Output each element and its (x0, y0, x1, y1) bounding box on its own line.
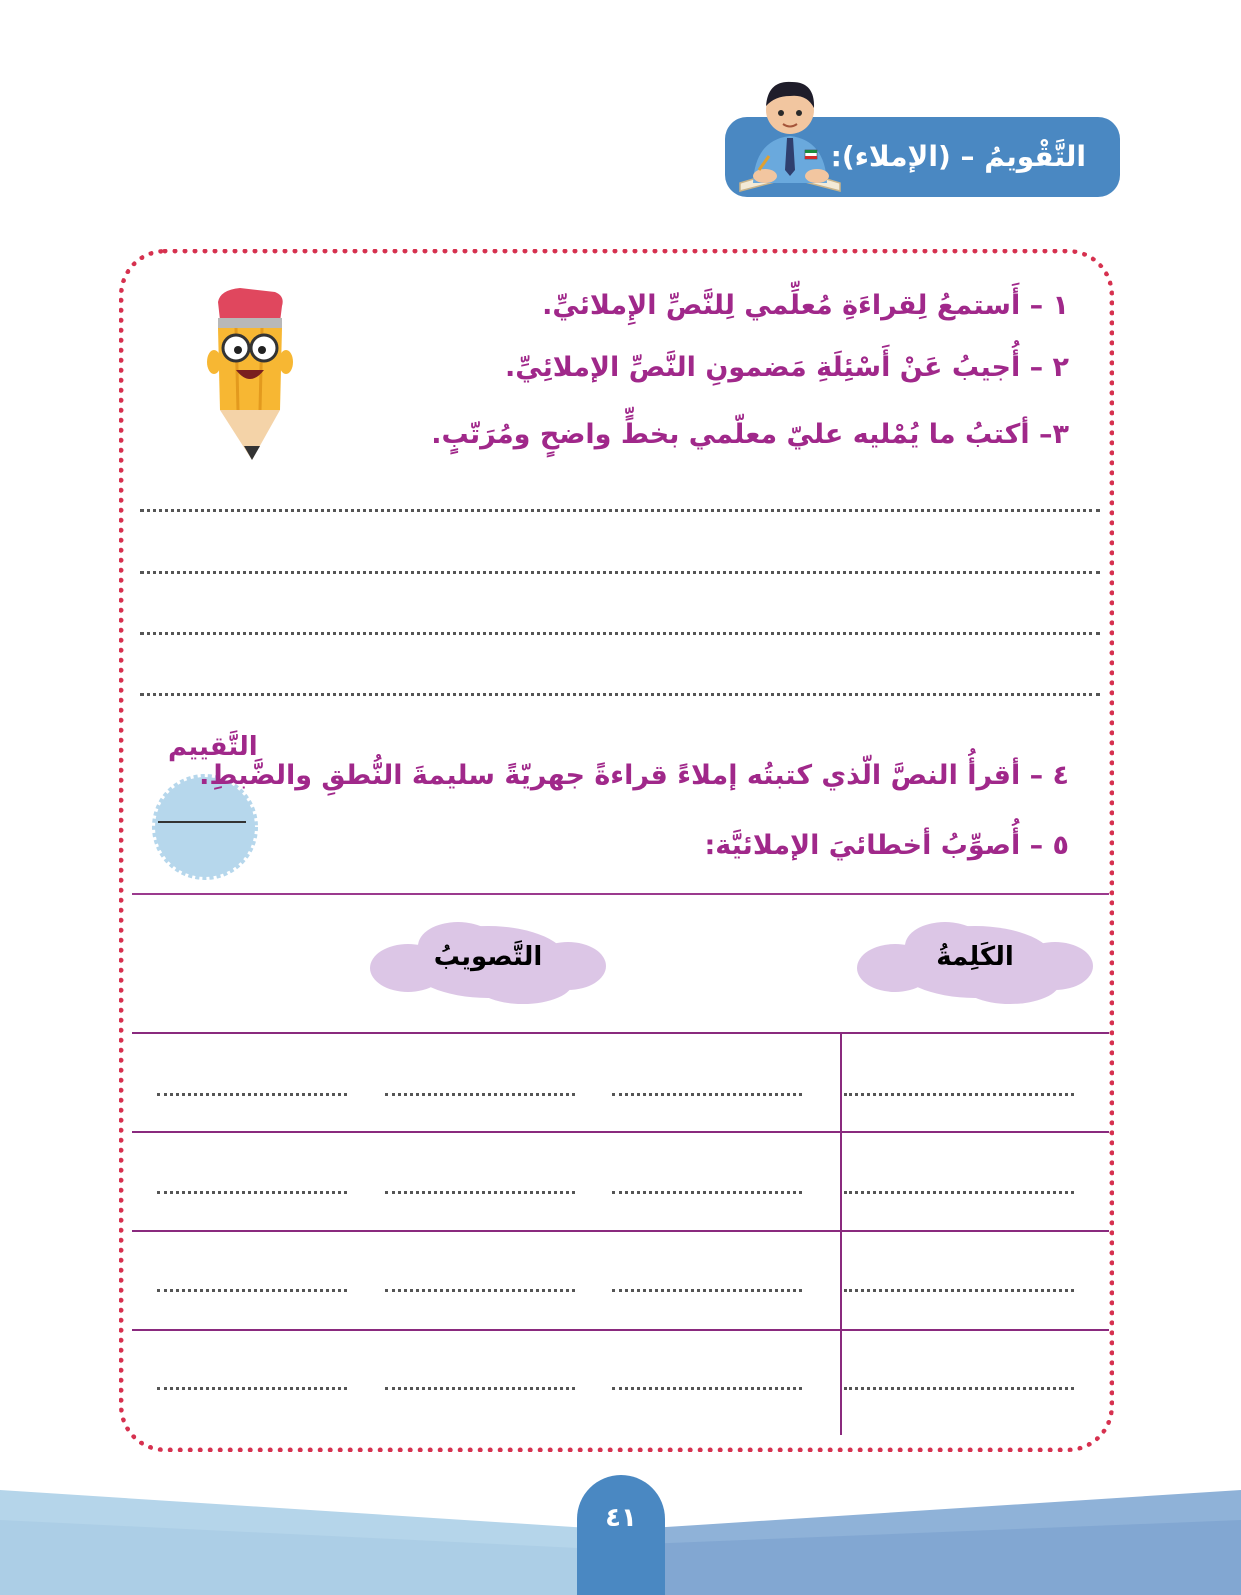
writing-line[interactable] (140, 693, 1100, 696)
correction-blank[interactable] (385, 1093, 575, 1096)
section-divider (132, 893, 1109, 895)
table-rule (132, 1329, 1109, 1331)
instruction-1: ١ – أَستمعُ لِقراءَةِ مُعلِّمي لِلنَّصِّ الإِملائيِّ. (542, 290, 1069, 321)
instruction-5: ٥ – أُصوِّبُ أخطائيَ الإملائيَّة: (704, 830, 1069, 861)
correction-blank[interactable] (157, 1093, 347, 1096)
boy-reading-illustration (735, 58, 845, 198)
instruction-2: ٢ – أُجيبُ عَنْ أَسْئِلَةِ مَضمونِ النَّصِّ الإملائِيِّ. (505, 352, 1069, 383)
word-blank[interactable] (844, 1191, 1074, 1194)
page-number: ٤١ (605, 1503, 637, 1533)
correction-blank[interactable] (385, 1289, 575, 1292)
correction-blank[interactable] (612, 1387, 802, 1390)
correction-blank[interactable] (157, 1191, 347, 1194)
writing-line[interactable] (140, 509, 1100, 512)
correction-column-header: التَّصويبُ (433, 942, 543, 972)
grade-label: التَّقييم (168, 732, 258, 762)
pencil-mascot-illustration (200, 282, 300, 472)
word-blank[interactable] (844, 1093, 1074, 1096)
word-blank[interactable] (844, 1289, 1074, 1292)
correction-header-cloud (368, 918, 608, 1006)
correction-blank[interactable] (157, 1289, 347, 1292)
correction-blank[interactable] (612, 1191, 802, 1194)
page-title: التَّقْويمُ – (الإملاء): (830, 140, 1086, 173)
word-blank[interactable] (844, 1387, 1074, 1390)
correction-blank[interactable] (612, 1093, 802, 1096)
writing-line[interactable] (140, 632, 1100, 635)
word-column-header: الكَلِمةُ (936, 942, 1014, 972)
correction-blank[interactable] (157, 1387, 347, 1390)
page-number-tab (577, 1475, 665, 1595)
instruction-3: ٣– أكتبُ ما يُمْليه عليّ معلّمي بخطٍّ واضحٍ ومُرَتّبٍ. (431, 419, 1069, 450)
table-rule (132, 1032, 1109, 1034)
correction-blank[interactable] (612, 1289, 802, 1292)
table-rule (132, 1230, 1109, 1232)
writing-line[interactable] (140, 571, 1100, 574)
correction-blank[interactable] (385, 1191, 575, 1194)
word-header-cloud (855, 918, 1095, 1006)
correction-blank[interactable] (385, 1387, 575, 1390)
instruction-4: ٤ – أقرأُ النصَّ الّذي كتبتُه إملاءً قراءةً جهريّةً سليمةَ النُّطقِ والضَّبطِ. (199, 760, 1069, 791)
column-divider (840, 1032, 842, 1435)
table-rule (132, 1131, 1109, 1133)
